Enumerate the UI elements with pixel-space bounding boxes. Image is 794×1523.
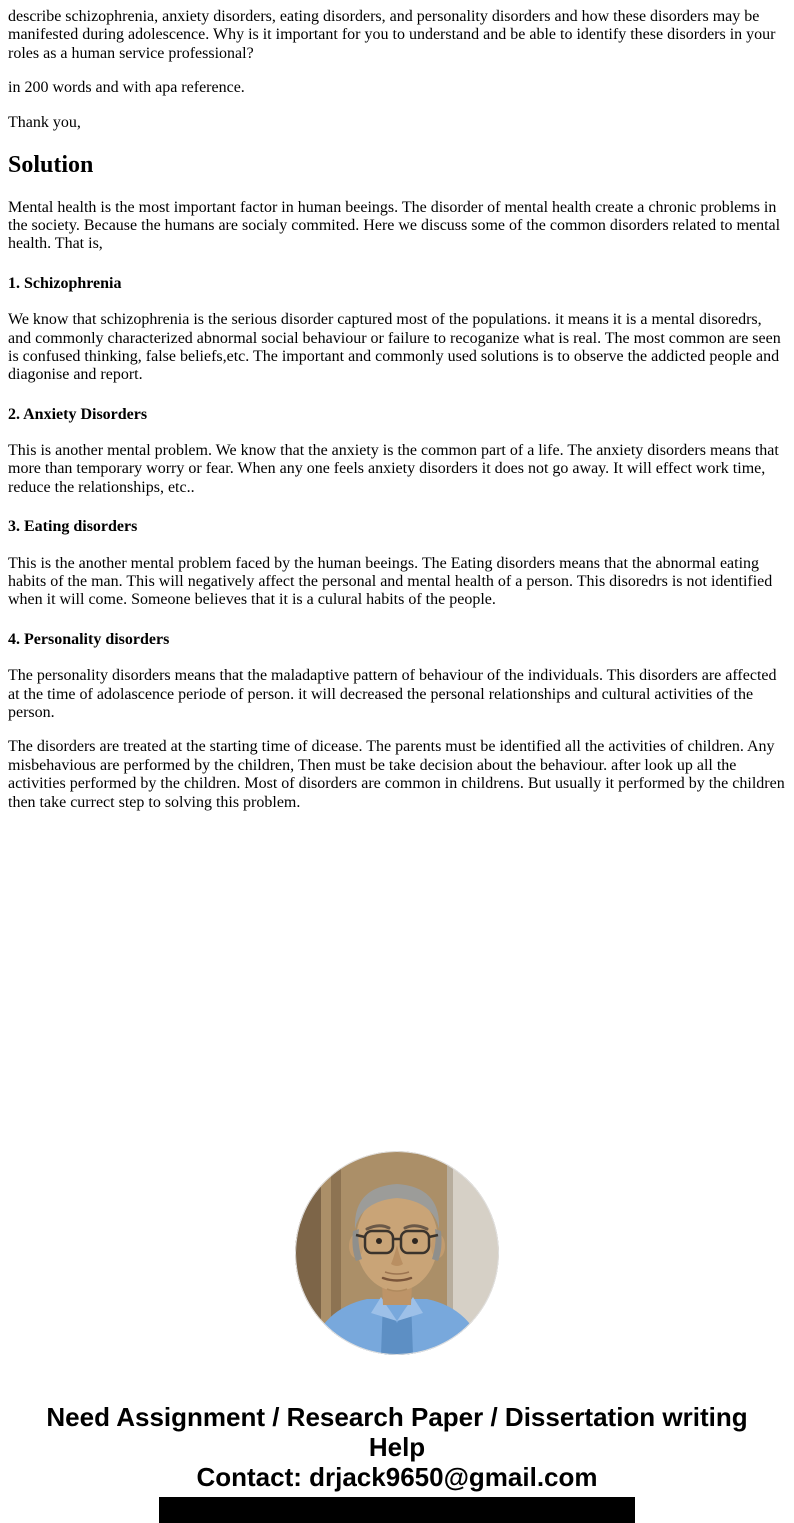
section-body-schizophrenia: We know that schizophrenia is the serious disorder captured most of the populations. it means it is a mental disoredrs, and commonly characterized abnormal social behaviour or failure to recoganize what is real. The most common are seen is confused thinking, false beliefs,etc. The important and commonly used solutions is to observe the addicted people and diagonise and report.	[8, 311, 781, 384]
man-with-glasses-photo-icon	[295, 1151, 499, 1355]
bottom-black-bar	[159, 1497, 635, 1523]
section-title-anxiety-disorders: 2. Anxiety Disorders	[8, 405, 148, 423]
promo-banner	[0, 1402, 794, 1492]
banner-heading: Need Assignment / Research Paper / Dissertation writing Help	[46, 1402, 748, 1462]
section-body-anxiety-disorders: This is another mental problem. We know that the anxiety is the common part of a life. The anxiety disorders means that more than temporary worry or fear. When any one feels anxiety disorders it does not go away. It will effect work time, reduce the relationships, etc..	[8, 442, 779, 496]
avatar-container	[0, 1151, 794, 1355]
section-title-schizophrenia: 1. Schizophrenia	[8, 274, 122, 292]
avatar	[295, 1151, 499, 1355]
section-body-eating-disorders: This is the another mental problem faced by the human beeings. The Eating disorders means that the abnormal eating habits of the man. This will negatively affect the personal and mental health of a person. This disoredrs is not identified when it will come. Someone believes that it is a culural habits of the people.	[8, 554, 773, 609]
solution-conclusion: The disorders are treated at the starting time of dicease. The parents must be identified all the activities of children. Any misbehavious are performed by the children, Then must be take decision about the behaviour. after look up all the activities performed by the children. Most of disorders are common in childrens. But usually it performed by the children then take currect step to solving this problem.	[8, 738, 785, 811]
section-body-personality-disorders: The personality disorders means that the maladaptive pattern of behaviour of the individuals. This disorders are affected at the time of adolascence periode of person. it will decreased the personal relationships and cultural activities of the person.	[8, 667, 777, 721]
solution-intro: Mental health is the most important factor in human beeings. The disorder of mental health create a chronic problems in the society. Because the humans are socialy commited. Here we discuss some of the common disorders related to mental health. That is,	[8, 198, 781, 253]
question-closing: Thank you,	[8, 113, 81, 131]
section-title-eating-disorders: 3. Eating disorders	[8, 518, 138, 536]
question-prompt: describe schizophrenia, anxiety disorders, eating disorders, and personality disorders and how these disorders may be manifested during adolescence. Why is it important for you to understand and be able to identify these disorders in your roles as a human service professional?	[8, 8, 776, 62]
solution-heading: Solution	[8, 151, 94, 178]
banner-contact-email: Contact: drjack9650@gmail.com	[196, 1462, 598, 1492]
question-requirements: in 200 words and with apa reference.	[8, 79, 245, 97]
section-title-personality-disorders: 4. Personality disorders	[8, 630, 170, 648]
